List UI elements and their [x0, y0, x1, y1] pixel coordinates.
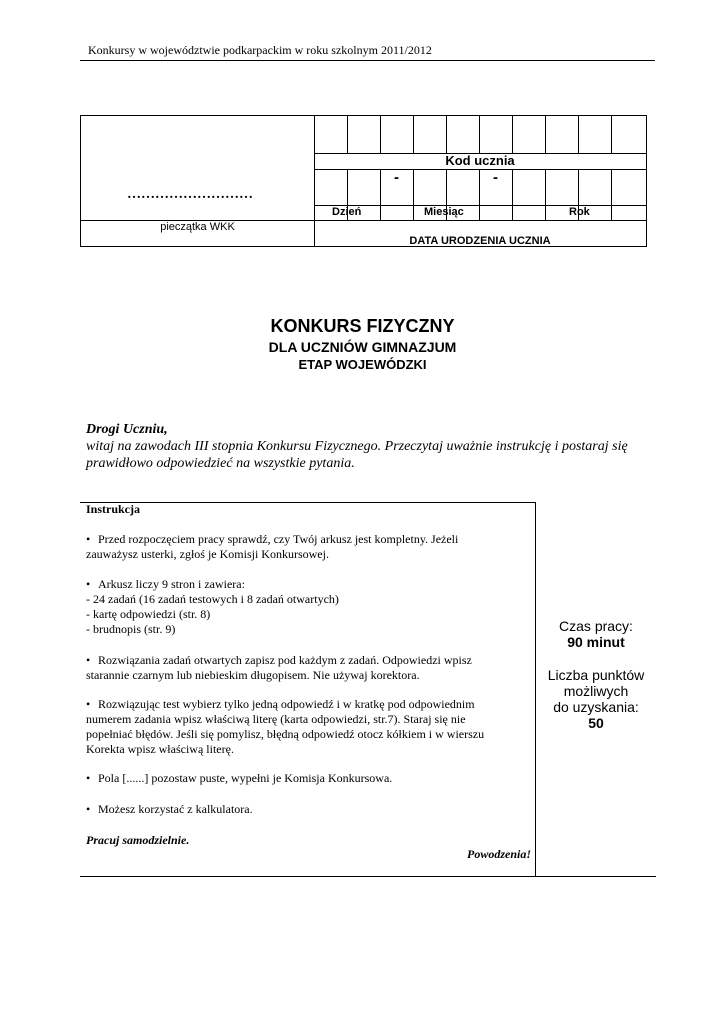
code-cell	[545, 116, 546, 153]
year-label: Rok	[569, 206, 590, 218]
greeting-line: witaj na zawodach III stopnia Konkursu Fizycznego. Przeczytaj uważnie instrukcję i postaraj się	[86, 439, 628, 454]
page-subtitle-stage: ETAP WOJEWÓDZKI	[298, 357, 427, 372]
date-cell	[479, 169, 480, 220]
student-form-box	[80, 115, 647, 247]
page-title: KONKURS FIZYCZNY	[270, 316, 455, 336]
header-text: Konkursy w województwie podkarpackim w roku szkolnym 2011/2012	[88, 43, 432, 57]
exam-info-panel	[537, 618, 655, 731]
points-label: Liczba punktów	[547, 667, 645, 683]
code-label-bottom	[314, 169, 646, 170]
greeting-salutation: Drogi Uczniu,	[86, 422, 168, 437]
date-cell	[512, 169, 513, 220]
date-cell	[611, 169, 612, 220]
instruction-item: • Arkusz liczy 9 stron i zawiera: - 24 zadań (16 zadań testowych i 8 zadań otwartych) - kartę odpowiedzi (str. 8) - brudnopis (str. 9)	[86, 577, 531, 637]
code-cell	[347, 116, 348, 153]
date-cell	[413, 169, 414, 220]
code-cell	[413, 116, 414, 153]
instructions-divider	[535, 502, 536, 876]
time-value: 90 minut	[567, 634, 625, 650]
code-cell	[611, 116, 612, 153]
header-rule	[80, 60, 655, 61]
code-cell	[479, 116, 480, 153]
date-cell	[380, 169, 381, 220]
form-divider	[314, 116, 315, 246]
code-cell	[512, 116, 513, 153]
instructions-bottom-rule	[80, 876, 656, 877]
instruction-item: • Rozwiązując test wybierz tylko jedną odpowiedź i w kratkę pod odpowiednim numerem zadania wpisz właściwą literę (karta odpowiedzi, str.7). Staraj się nie popełniać błędów. Jeśli się pomylisz, błędną odpowiedź otocz kółkiem i w wierszu Korekta wpisz właściwą literę.	[86, 697, 531, 757]
points-value: 50	[588, 715, 604, 731]
instruction-item: • Rozwiązania zadań otwartych zapisz pod każdym z zadań. Odpowiedzi wpisz starannie czarnym lub niebieskim długopisem. Nie używaj korektora.	[86, 653, 531, 683]
date-dash: -	[493, 169, 498, 186]
code-cell	[578, 116, 579, 153]
instruction-item: • Przed rozpoczęciem pracy sprawdź, czy Twój arkusz jest kompletny. Jeżeli zauważysz usterki, zgłoś je Komisji Konkursowej.	[86, 532, 531, 562]
points-label: możliwych	[563, 683, 629, 699]
stamp-label: pieczątka WKK	[160, 221, 235, 233]
good-luck-text: Powodzenia!	[466, 847, 531, 861]
day-label: Dzień	[332, 206, 362, 218]
stamp-dots: ………………………	[127, 187, 253, 202]
instruction-item: • Pola [......] pozostaw puste, wypełni je Komisja Konkursowa.	[86, 771, 531, 786]
closing-text: Pracuj samodzielnie.	[86, 833, 190, 847]
date-cell	[545, 169, 546, 220]
date-row-bottom	[314, 205, 646, 206]
date-dash: -	[394, 169, 399, 186]
time-label: Czas pracy:	[559, 618, 633, 634]
code-cell	[380, 116, 381, 153]
code-cell	[446, 116, 447, 153]
instructions-heading: Instrukcja	[86, 502, 141, 516]
month-label: Miesiąc	[424, 206, 464, 218]
page-subtitle: DLA UCZNIÓW GIMNAZJUM	[268, 339, 457, 355]
greeting	[86, 421, 646, 472]
instruction-item: • Możesz korzystać z kalkulatora.	[86, 802, 531, 817]
points-label: do uzyskania:	[553, 699, 639, 715]
birth-date-label: DATA URODZENIA UCZNIA	[409, 235, 551, 247]
student-code-label: Kod ucznia	[445, 153, 515, 168]
greeting-line: prawidłowo odpowiedzieć na wszystkie pytania.	[86, 456, 355, 471]
